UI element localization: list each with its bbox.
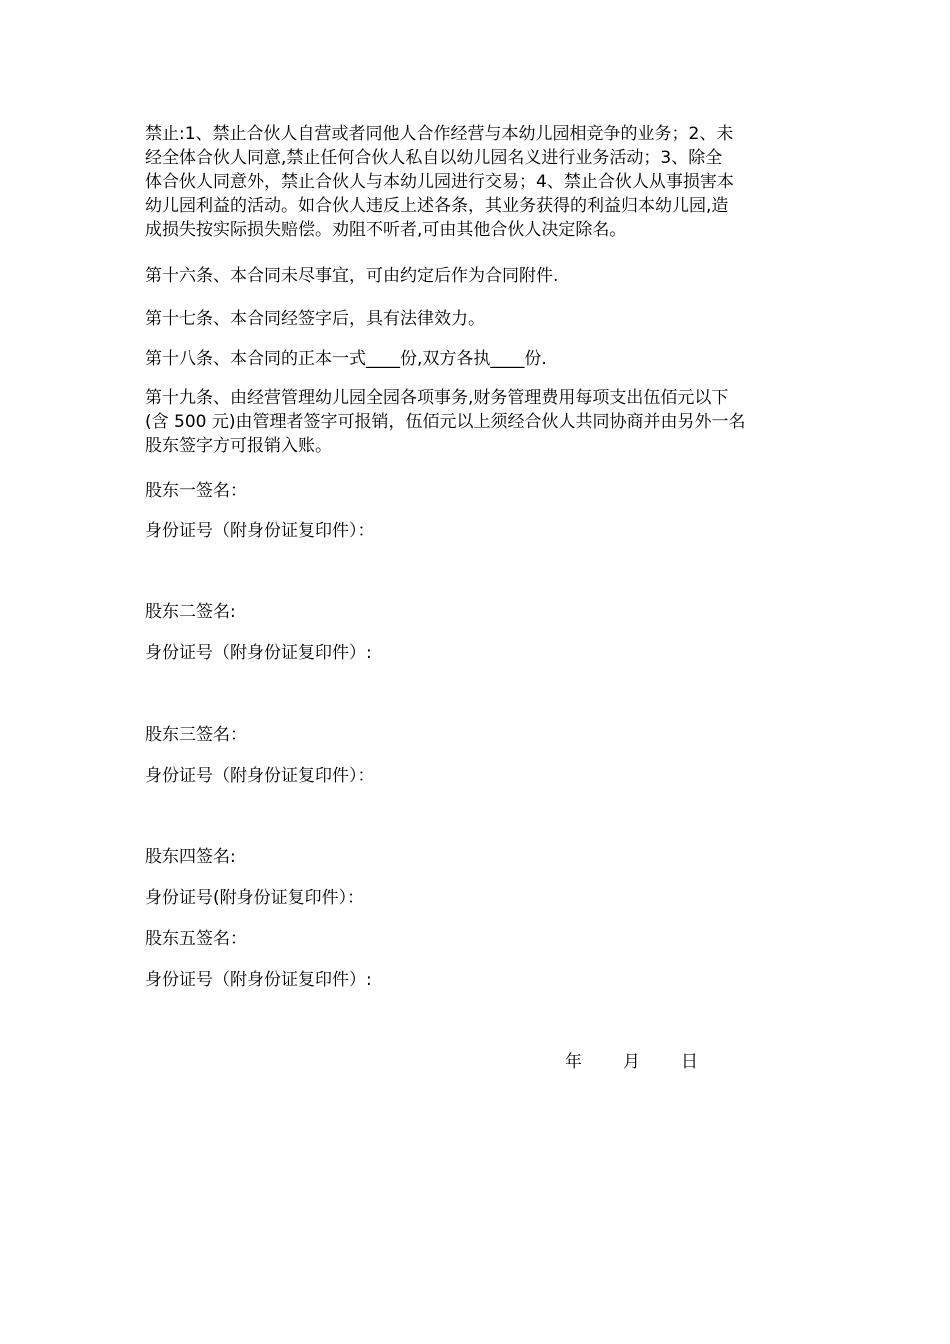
shareholder-3-sign-label: 股东三签名： <box>145 725 247 745</box>
clause-prohibition-line: 经全体合伙人同意,禁止任何合伙人私自以幼儿园名义进行业务活动；3、除全 <box>145 148 723 168</box>
date-month-label: 月 <box>623 1052 640 1072</box>
signing-date <box>565 1050 698 1074</box>
clause-prohibition-line: 幼儿园利益的活动。如合伙人违反上述各条，其业务获得的利益归本幼儿园,造 <box>145 196 729 216</box>
shareholder-2-id-label: 身份证号（附身份证复印件）: <box>145 643 372 663</box>
clause-prohibition-line: 体合伙人同意外，禁止合伙人与本幼儿园进行交易；4、禁止合伙人从事损害本 <box>145 172 734 192</box>
clause-19-line: 第十九条、由经营管理幼儿园全园各项事务,财务管理费用每项支出伍佰元以下 <box>145 388 729 408</box>
shareholder-4-id-label: 身份证号(附身份证复印件）： <box>145 888 365 908</box>
shareholder-1-id-label: 身份证号（附身份证复印件）： <box>145 521 375 541</box>
clause-16: 第十六条、本合同未尽事宜，可由约定后作为合同附件. <box>145 266 559 286</box>
shareholder-5-id-label: 身份证号（附身份证复印件）: <box>145 970 372 990</box>
shareholder-2-sign-label: 股东二签名: <box>145 602 236 622</box>
clause-17: 第十七条、本合同经签字后，具有法律效力。 <box>145 309 485 329</box>
clause-19-line: (含 500 元)由管理者签字可报销，伍佰元以上须经合伙人共同协商并由另外一名 <box>145 412 746 432</box>
shareholder-5-sign-label: 股东五签名： <box>145 929 247 949</box>
clause-19-line: 股东签字方可报销入账。 <box>145 436 332 456</box>
clause-18: 第十八条、本合同的正本一式____份,双方各执____份. <box>145 349 547 369</box>
shareholder-4-sign-label: 股东四签名: <box>145 847 236 867</box>
date-day-label: 日 <box>681 1052 698 1072</box>
shareholder-1-sign-label: 股东一签名： <box>145 481 247 501</box>
date-year-label: 年 <box>565 1052 582 1072</box>
shareholder-3-id-label: 身份证号（附身份证复印件）： <box>145 766 375 786</box>
clause-prohibition-line: 禁止:1、禁止合伙人自营或者同他人合作经营与本幼儿园相竞争的业务；2、未 <box>145 124 734 144</box>
clause-prohibition-line: 成损失按实际损失赔偿。劝阻不听者,可由其他合伙人决定除名。 <box>145 220 627 240</box>
